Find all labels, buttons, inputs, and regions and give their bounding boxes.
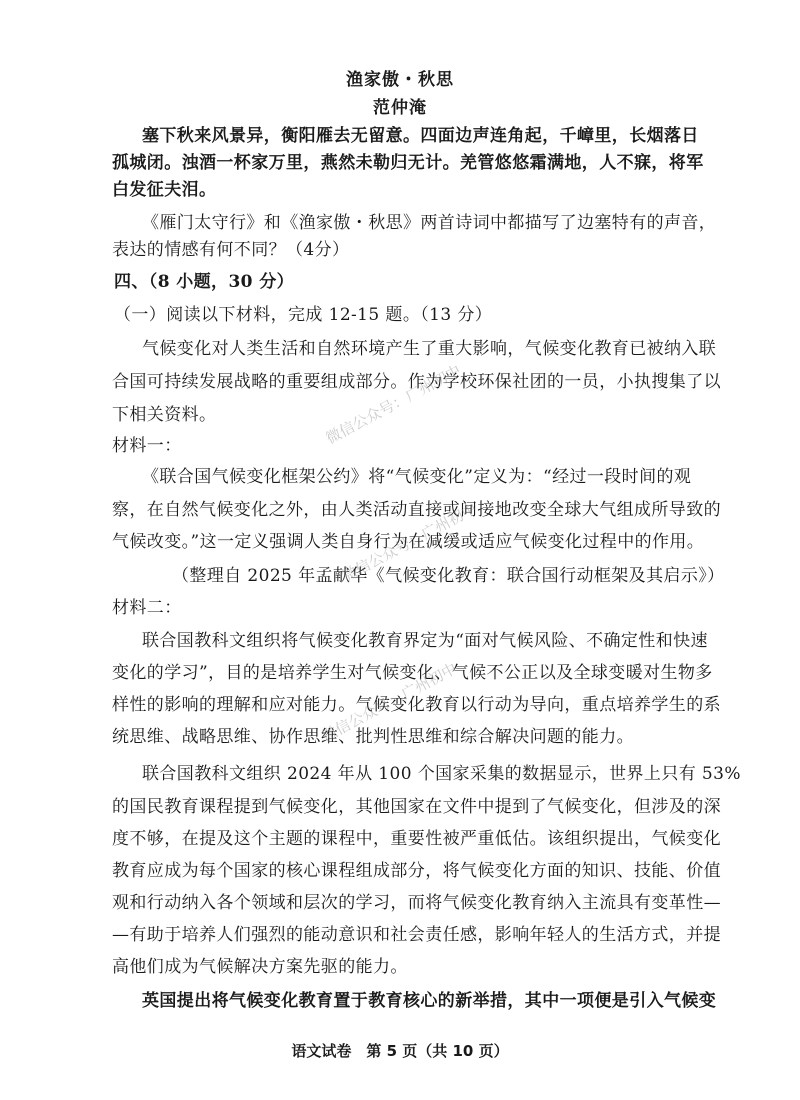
- part-heading: （一）阅读以下材料，完成 12-15 题。（13 分）: [114, 305, 493, 325]
- poem-line: 白发征夫泪。: [112, 180, 217, 200]
- intro-line: 下相关资料。: [112, 405, 217, 425]
- watermark: 微信公众号：广州初中: [338, 499, 480, 586]
- paragraph-line: 联合国教科文组织 2024 年从 100 个国家采集的数据显示，世界上只有 53%: [142, 764, 741, 784]
- paragraph-line: 观和行动纳入各个领域和层次的学习，而将气候变化教育纳入主流具有变革性—: [112, 893, 721, 913]
- intro-line: 气候变化对人类生活和自然环境产生了重大影响，气候变化教育已被纳入联: [142, 339, 717, 359]
- poem-line: 塞下秋来风景异，衡阳雁去无留意。四面边声连角起，千嶂里，长烟落日: [142, 126, 699, 146]
- material-line: 《联合国气候变化框架公约》将“气候变化”定义为：“经过一段时间的观: [142, 467, 692, 487]
- paragraph-line: 的国民教育课程提到气候变化，其他国家在文件中提到了气候变化，但涉及的深: [112, 797, 721, 817]
- material-line: 气候改变。”这一定义强调人类自身行为在减缓或适应气候变化过程中的作用。: [112, 532, 705, 552]
- poem-title: 渔家傲・秋思: [346, 70, 454, 90]
- paragraph-line: 高他们成为气候解决方案先驱的能力。: [112, 957, 408, 977]
- paragraph-line: 英国提出将气候变化教育置于教育核心的新举措，其中一项便是引入气候变: [142, 991, 717, 1011]
- watermark: 微信公众号：广州初中: [322, 361, 464, 448]
- poem-author: 范仲淹: [373, 98, 427, 118]
- material-source: （整理自 2025 年孟献华《气候变化教育：联合国行动框架及其启示》）: [172, 566, 725, 586]
- page-footer: 语文试卷 第 5 页（共 10 页）: [291, 1042, 509, 1060]
- paragraph-line: 样性的影响的理解和应对能力。气候变化教育以行动为导向，重点培养学生的系: [112, 695, 721, 715]
- paragraph-line: 变化的学习”，目的是培养学生对气候变化、气候不公正以及全球变暖对生物多: [112, 663, 713, 683]
- paragraph-line: —有助于培养人们强烈的能动意识和社会责任感，影响年轻人的生活方式，并提: [112, 925, 721, 945]
- paragraph-line: 教育应成为每个国家的核心课程组成部分，将气候变化方面的知识、技能、价值: [112, 861, 721, 881]
- paragraph-line: 度不够，在提及这个主题的课程中，重要性被严重低估。该组织提出，气候变化: [112, 829, 721, 849]
- question-text: 《雁门太守行》和《渔家傲・秋思》两首诗词中都描写了边塞特有的声音，: [142, 213, 717, 233]
- section-heading: 四、（8 小题，30 分）: [114, 272, 295, 292]
- question-text: 表达的情感有何不同？（4分）: [112, 240, 350, 260]
- material-label: 材料一：: [112, 436, 182, 456]
- material-line: 察，在自然气候变化之外，由人类活动直接或间接地改变全球大气组成所导致的: [112, 500, 721, 520]
- material-label: 材料二：: [112, 598, 182, 618]
- paragraph-line: 统思维、战略思维、协作思维、批判性思维和综合解决问题的能力。: [112, 727, 634, 747]
- watermark: 微信公众号：广州初中: [318, 659, 460, 746]
- paragraph-line: 联合国教科文组织将气候变化教育界定为“面对气候风险、不确定性和快速: [142, 631, 708, 651]
- poem-line: 孤城闭。浊酒一杯家万里，燕然未勒归无计。羌管悠悠霜满地，人不寐，将军: [112, 153, 704, 173]
- intro-line: 合国可持续发展战略的重要组成部分。作为学校环保社团的一员，小执搜集了以: [112, 372, 721, 392]
